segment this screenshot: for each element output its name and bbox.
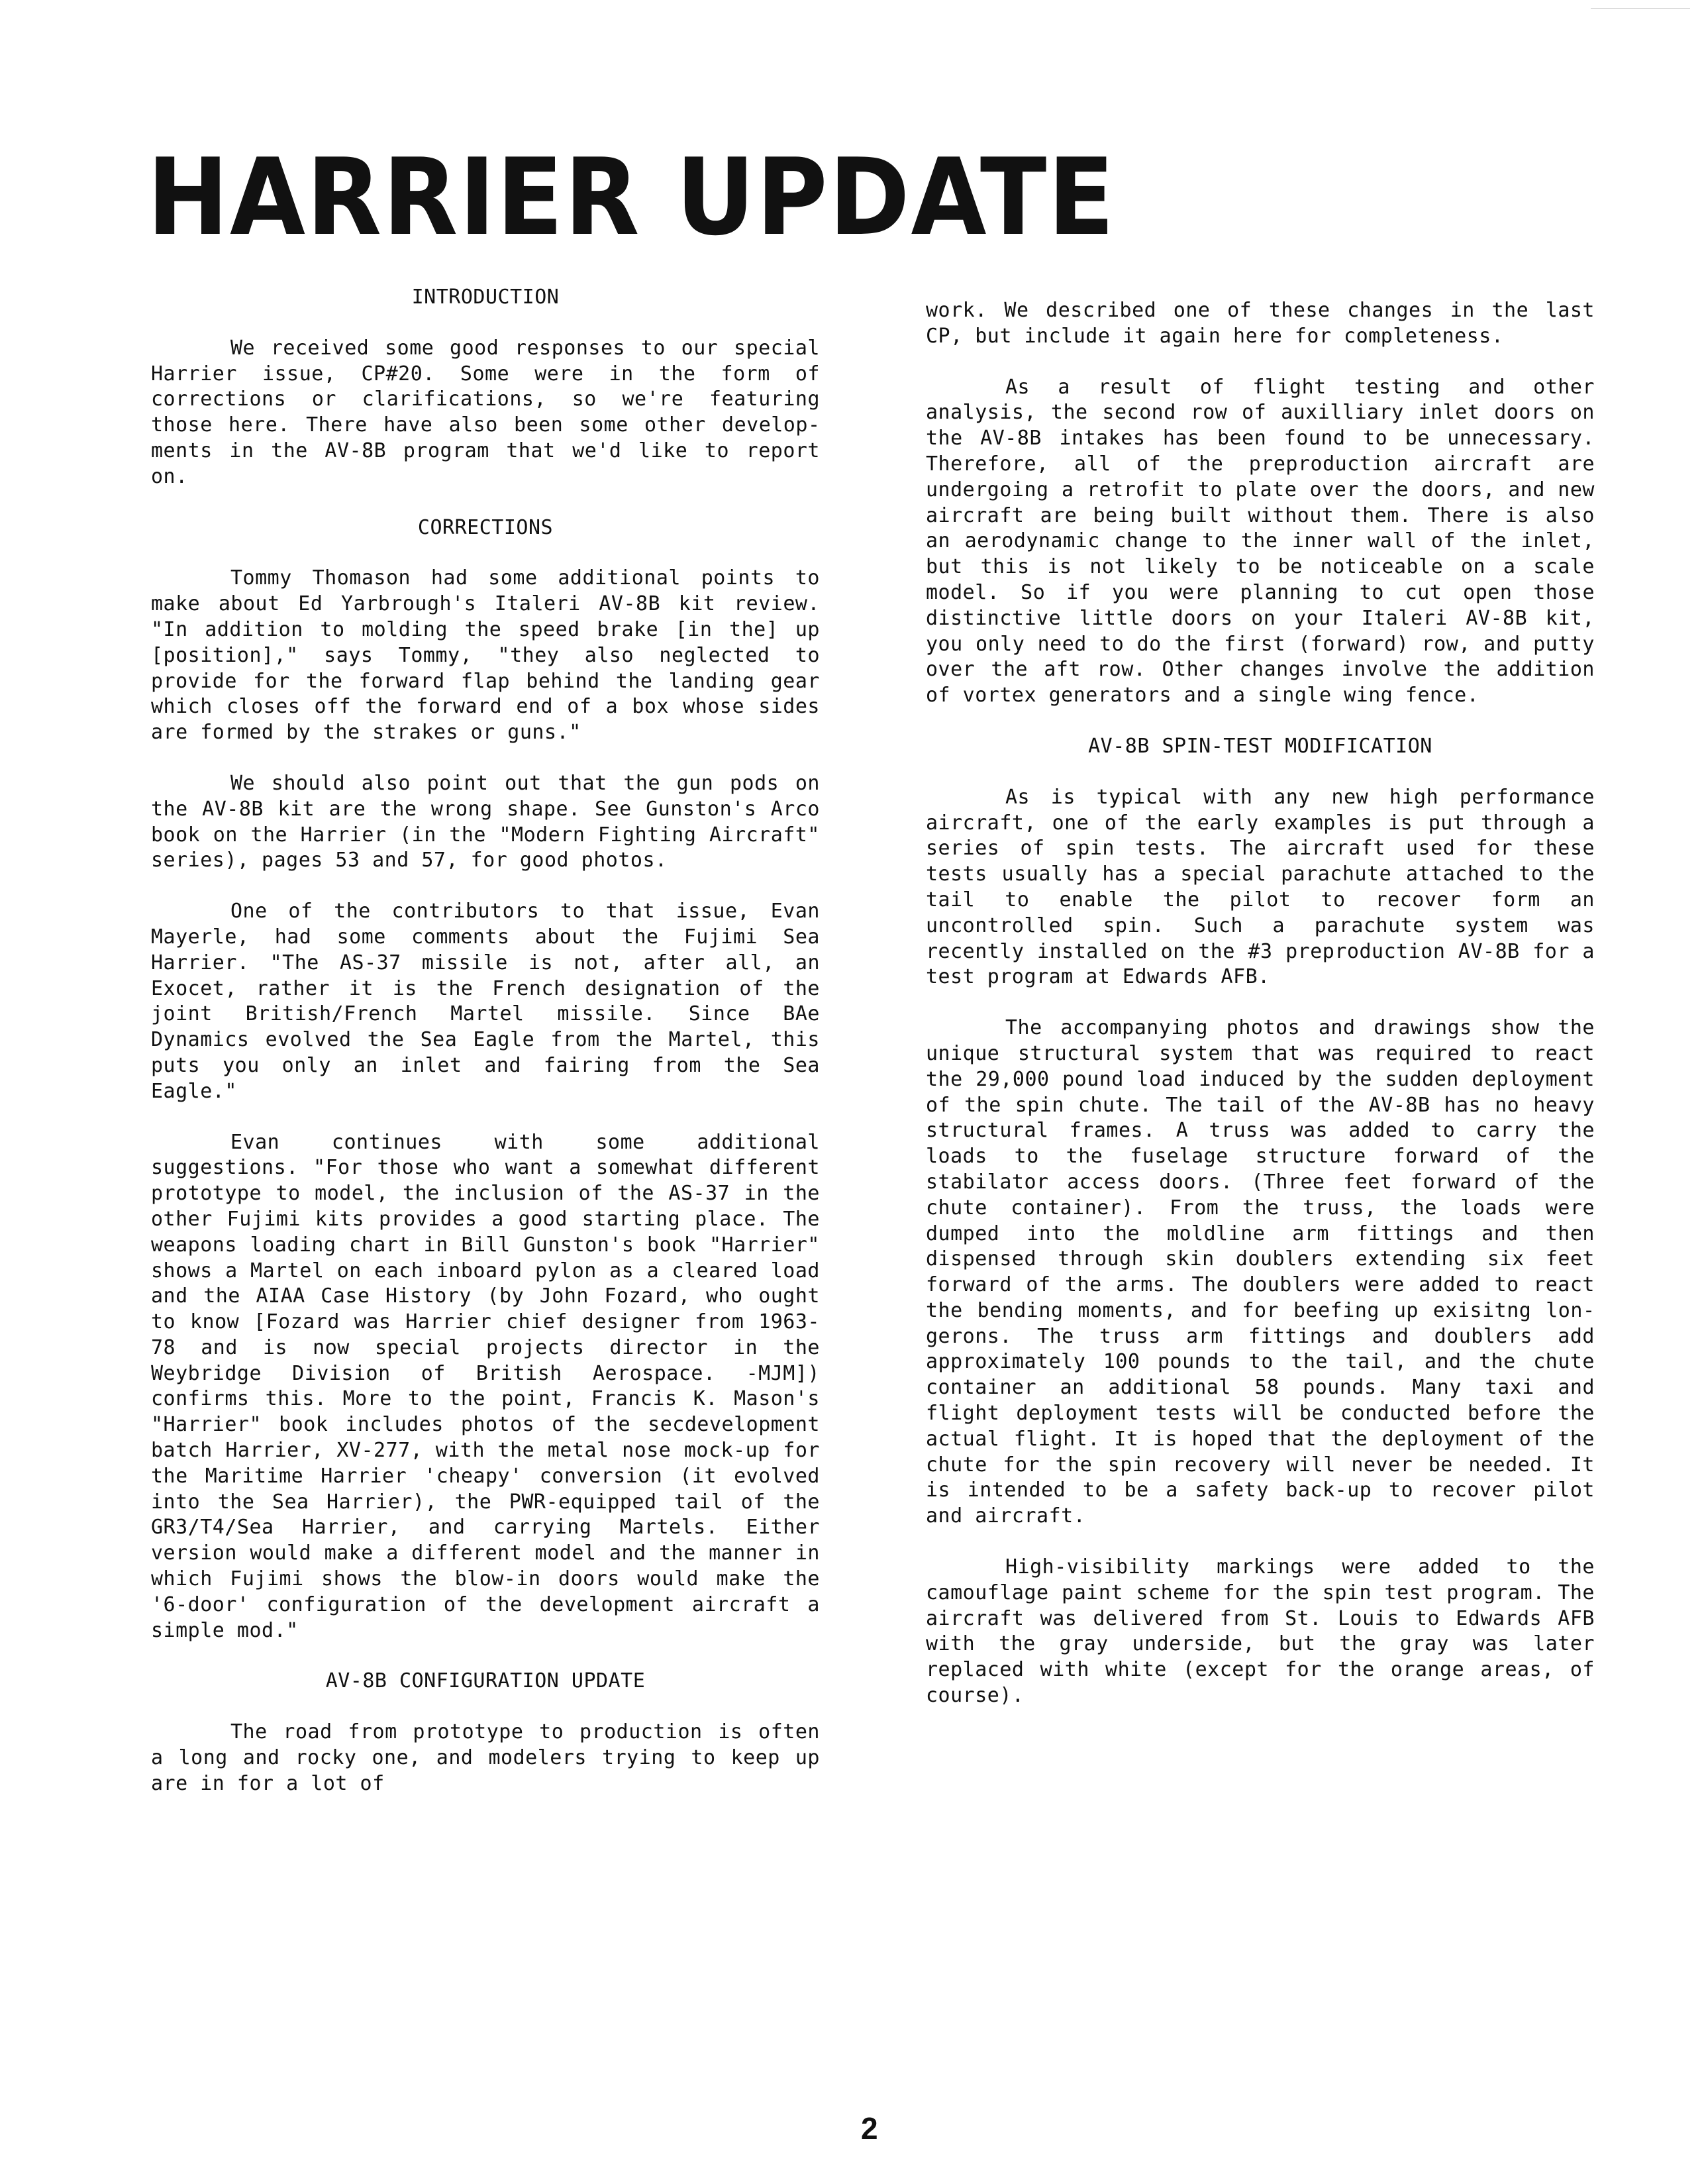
top-edge-rule (1591, 8, 1690, 9)
corrections-heading: CORRECTIONS (417, 515, 554, 539)
spin-test-paragraph-intro: As is typical with any new high performance aircraft, one of the early examples is put through a series of spin tests. The aircraft used for these tests usually has a special parachute attached to the tail to enable the pilot to recover form an uncontrolled spin. Such a parachute system was recently installed on the #3 preproduction AV-8B for a test program at Edwards AFB. (926, 785, 1595, 989)
spin-test-paragraph-markings: High-visibility markings were added to the camouflage paint scheme for the spin test program. The aircraft was delivered from St. Louis to Edwards AFB with the gray underside, but the gray was later replaced with white (except for the orange areas, of course). (926, 1555, 1595, 1708)
left-column (151, 285, 820, 1822)
configuration-update-heading: AV-8B CONFIGURATION UPDATE (325, 1669, 646, 1693)
right-column (926, 298, 1595, 1734)
corrections-paragraph-thomason: Tommy Thomason had some additional points to make about Ed Yarbrough's Italeri AV-8B kit review. "In addition to molding the speed brake [in the] up [position]," says Tommy, "they also neglected to provide for the forward flap behind the landing gear which closes off the forward end of a box whose sides are formed by the strakes or guns." (151, 566, 820, 745)
introduction-paragraph: We received some good responses to our special Harrier issue, CP#20. Some were in the form of corrections or clarifications, so we're featuring those here. There have also been some other developments in the AV-8B program that we'd like to report on. (151, 336, 820, 488)
configuration-paragraph-continued: work. We described one of these changes in the last CP, but include it again here for completeness. (926, 299, 1595, 348)
introduction-heading: INTRODUCTION (411, 286, 560, 309)
corrections-paragraph-mayerle: One of the contributors to that issue, Evan Mayerle, had some comments about the Fujimi Sea Harrier. "The AS-37 missile is not, after all, an Exocet, rather it is the French designation of the joint British/French Martel missile. Since BAe Dynamics evolved the Sea Eagle from the Martel, this puts you only an inlet and fairing from the Sea Eagle." (151, 900, 820, 1103)
corrections-paragraph-gun-pods: We should also point out that the gun pods on the AV-8B kit are the wrong shape. See Gunston's Arco book on the Harrier (in the "Modern Fighting Aircraft" series), pages 53 and 57, for good photos. (151, 771, 820, 872)
configuration-paragraph-inlet-doors: As a result of flight testing and other analysis, the second row of auxilliary inlet doors on the AV-8B intakes has been found to be unnecessary. Therefore, all of the preproduction aircraft are undergoing a retrofit to plate over the doors, and new aircraft are being built without them. There is also an aerodynamic change to the inner wall of the inlet, but this is not likely to be noticeable on a scale model. So if you were planning to cut open those distinctive little doors on your Italeri AV-8B kit, you only need to do the first (forward) row, and putty over the aft row. Other changes involve the addition of vortex generators and a single wing fence. (926, 375, 1595, 707)
configuration-paragraph-intro: The road from prototype to production is often a long and rocky one, and modelers trying to keep up are in for a lot of (151, 1720, 820, 1795)
corrections-paragraph-evan-suggestions: Evan continues with some additional suggestions. "For those who want a somewhat different prototype to model, the inclusion of the AS-37 in the other Fujimi kits provides a good starting place. The weapons loading chart in Bill Gunston's book "Harrier" shows a Martel on each inboard pylon as a cleared load and the AIAA Case History (by John Fozard, who ought to know [Fozard was Harrier chief designer from 1963-78 and is now special projects director in the Weybridge Division of British Aerospace. -MJM]) confirms this. More to the point, Francis K. Mason's "Harrier" book includes photos of the secdevelopment batch Harrier, XV-277, with the metal nose mock-up for the Maritime Harrier 'cheapy' conversion (it evolved into the Sea Harrier), the PWR-equipped tail of the GR3/T4/Sea Harrier, and carrying Martels. Either version would make a different model and the manner in which Fujimi shows the blow-in doors would make the '6-door' configuration of the development aircraft a simple mod." (151, 1130, 820, 1642)
page-number: 2 (861, 2111, 878, 2146)
spin-test-paragraph-structure: The accompanying photos and drawings show the unique structural system that was required to react the 29,000 pound load induced by the sudden deployment of the spin chute. The tail of the AV-8B has no heavy structural frames. A truss was added to carry the loads to the fuselage structure forward of the stabilator access doors. (Three feet forward of the chute container). From the truss, the loads were dumped into the moldline arm fittings and then dispensed through skin doublers extending six feet forward of the arms. The doublers were added to react the bending moments, and for beefing up exisitng longerons. The truss arm fittings and doublers add approximately 100 pounds to the tail, and the chute container an additional 58 pounds. Many taxi and flight deployment tests will be conducted before the actual flight. It is hoped that the deployment of the chute for the spin recovery will never be needed. It is intended to be a safety back-up to recover pilot and aircraft. (926, 1016, 1595, 1528)
spin-test-heading: AV-8B SPIN-TEST MODIFICATION (1088, 734, 1432, 758)
page-title: HARRIER UPDATE (147, 135, 1116, 259)
